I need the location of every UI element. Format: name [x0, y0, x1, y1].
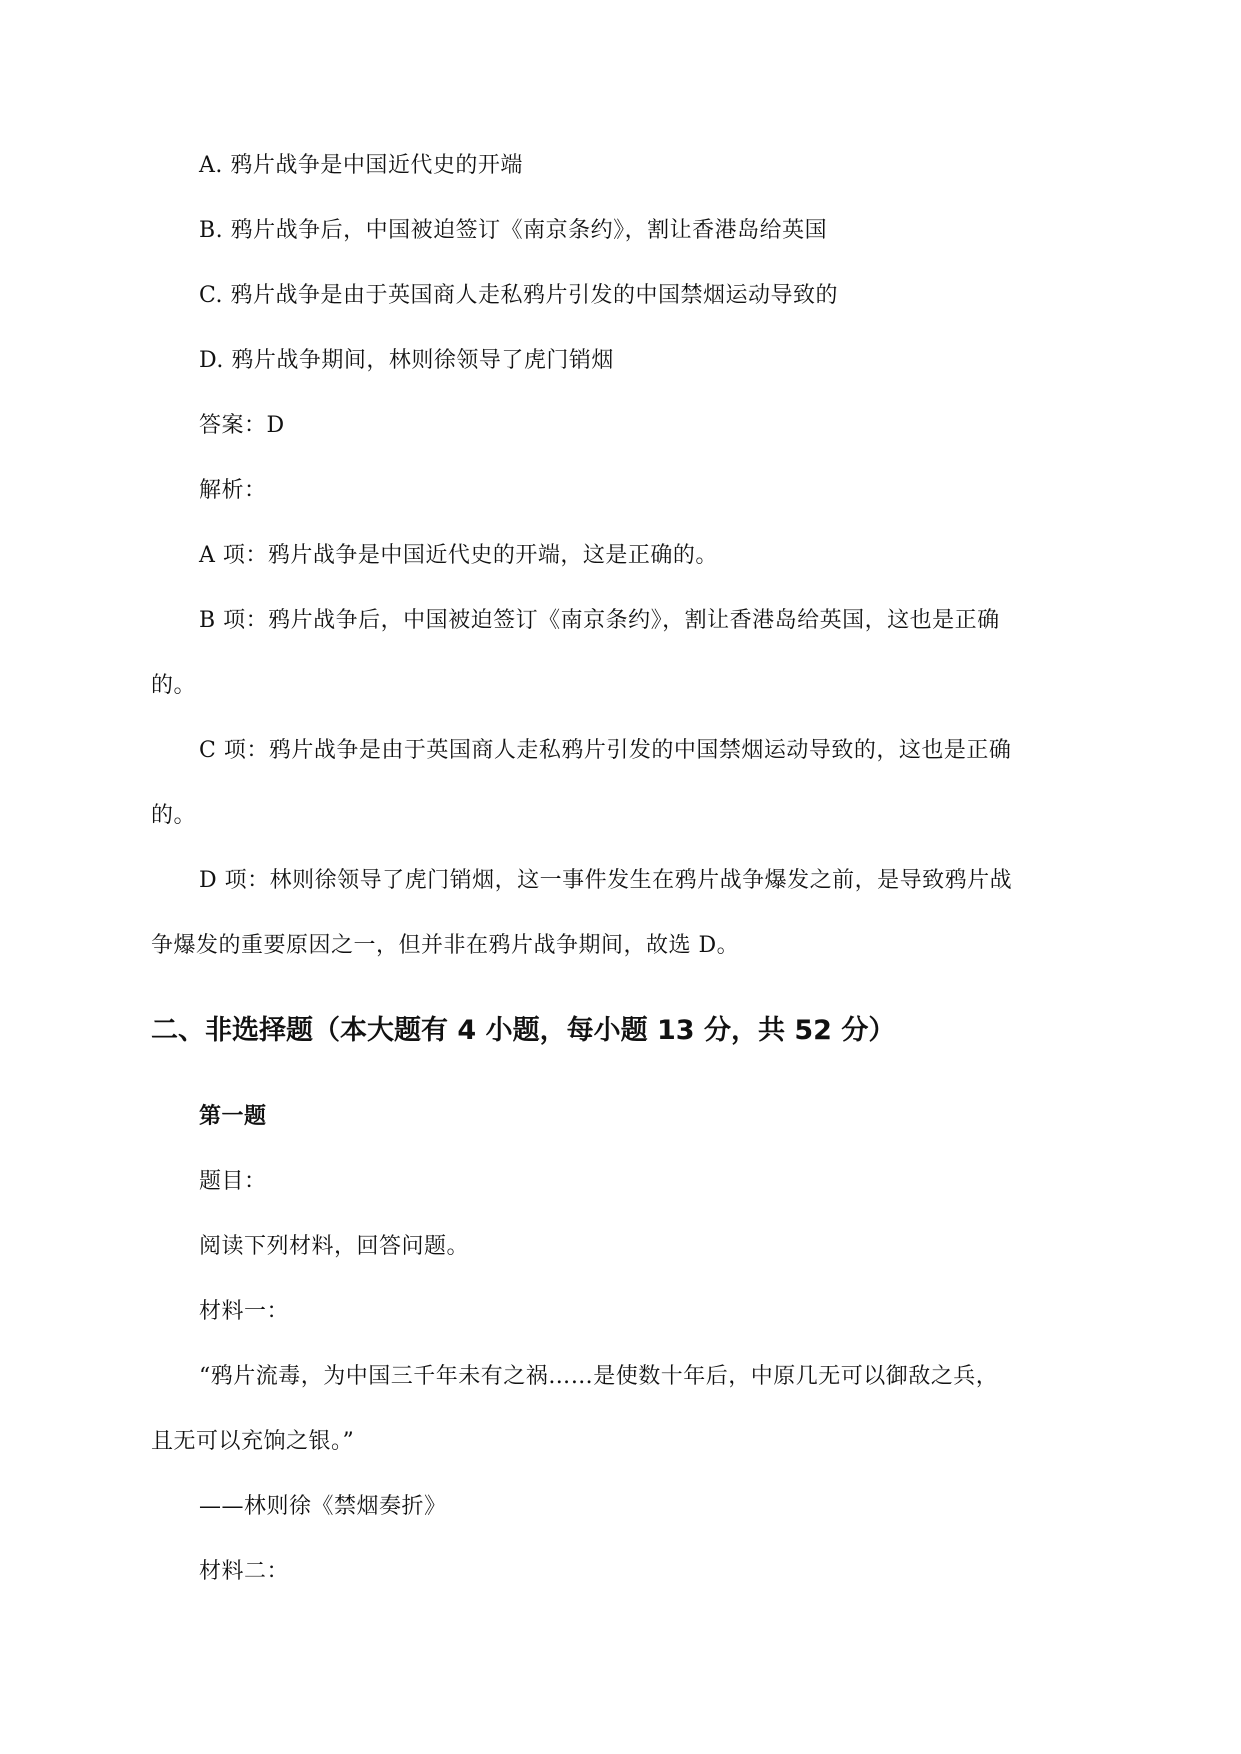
- question-instruction: 阅读下列材料，回答问题。: [199, 1234, 470, 1259]
- question-title: 第一题: [199, 1104, 267, 1129]
- option-d: D. 鸦片战争期间，林则徐领导了虎门销烟: [199, 348, 614, 373]
- section-heading: 二、非选择题（本大题有 4 小题，每小题 13 分，共 52 分）: [151, 1015, 896, 1046]
- analysis-a: A 项：鸦片战争是中国近代史的开端，这是正确的。: [199, 543, 718, 568]
- question-prompt-label: 题目：: [199, 1169, 267, 1194]
- analysis-d-line2: 争爆发的重要原因之一，但并非在鸦片战争期间，故选 D。: [151, 933, 740, 958]
- analysis-b-line2: 的。: [151, 673, 197, 698]
- analysis-c-line2: 的。: [151, 803, 197, 828]
- material1-label: 材料一：: [199, 1299, 290, 1324]
- answer: 答案：D: [199, 413, 285, 438]
- analysis-d-line1: D 项：林则徐领导了虎门销烟，这一事件发生在鸦片战争爆发之前，是导致鸦片战: [199, 868, 1013, 893]
- material2-label: 材料二：: [199, 1559, 290, 1584]
- material1-source: ——林则徐《禁烟奏折》: [199, 1494, 447, 1519]
- analysis-label: 解析：: [199, 478, 267, 503]
- material1-quote-line1: “鸦片流毒，为中国三千年未有之祸……是使数十年后，中原几无可以御敌之兵，: [199, 1364, 999, 1389]
- analysis-b-line1: B 项：鸦片战争后，中国被迫签订《南京条约》，割让香港岛给英国，这也是正确: [199, 608, 1000, 633]
- option-b: B. 鸦片战争后，中国被迫签订《南京条约》，割让香港岛给英国: [199, 218, 828, 243]
- material1-quote-line2: 且无可以充饷之银。”: [151, 1429, 355, 1454]
- option-a: A. 鸦片战争是中国近代史的开端: [199, 153, 523, 178]
- option-c: C. 鸦片战争是由于英国商人走私鸦片引发的中国禁烟运动导致的: [199, 283, 839, 308]
- analysis-c-line1: C 项：鸦片战争是由于英国商人走私鸦片引发的中国禁烟运动导致的，这也是正确: [199, 738, 1012, 763]
